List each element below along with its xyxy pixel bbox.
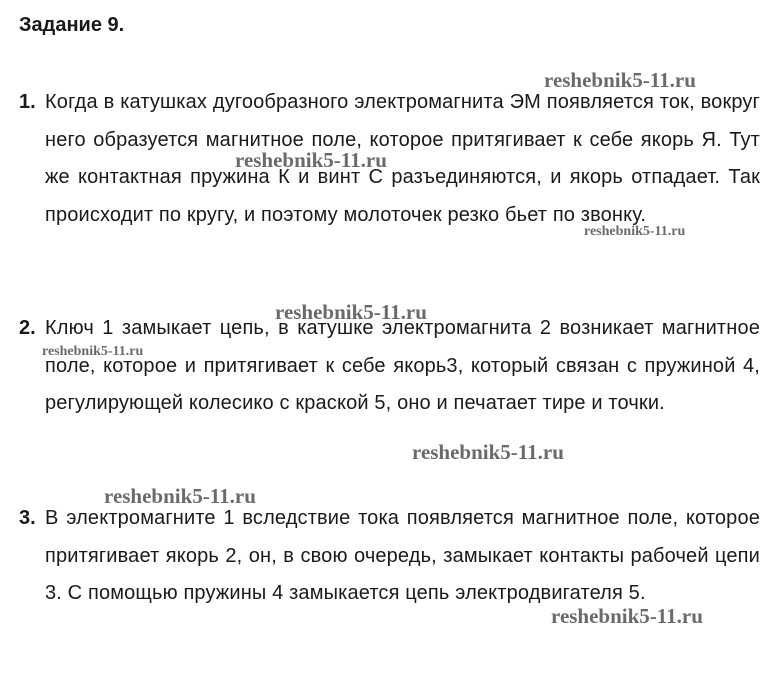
watermark: reshebnik5-11.ru (412, 440, 564, 464)
watermark: reshebnik5-11.ru (235, 148, 387, 172)
answer-item-1 (19, 84, 760, 234)
item-text: Когда в катушках дугообразного электромагнита ЭМ появляется ток, вокруг него образуется магнитное поле, которое притягивает к себе якорь Я. Тут же контактная пружина К и винт С разъединяются, и якорь отпадает. Так происходит по кругу, и поэтому молоточек резко бьет по звонку. (45, 91, 760, 226)
watermark: reshebnik5-11.ru (275, 300, 427, 324)
watermark: reshebnik5-11.ru (42, 344, 144, 359)
watermark: reshebnik5-11.ru (584, 224, 686, 239)
item-number: 1. (19, 91, 36, 113)
answer-item-3 (19, 500, 760, 613)
item-number: 2. (19, 317, 36, 339)
watermark: reshebnik5-11.ru (551, 604, 703, 628)
item-number: 3. (19, 507, 36, 529)
answer-item-2 (19, 310, 760, 423)
watermark: reshebnik5-11.ru (544, 68, 696, 92)
item-text: В электромагните 1 вследствие тока появляется магнитное поле, которое притягивает якорь 2, он, в свою очередь, замыкает контакты рабочей цепи 3. С помощью пружины 4 замыкается цепь электродвигателя 5. (45, 507, 760, 604)
task-title: Задание 9. (19, 14, 125, 36)
watermark: reshebnik5-11.ru (104, 484, 256, 508)
item-text: Ключ 1 замыкает цепь, в катушке электромагнита 2 возникает магнитное поле, которое и притягивает к себе якорь3, который связан с пружиной 4, регулирующей колесико с краской 5, оно и печатает тире и точки. (45, 317, 760, 414)
